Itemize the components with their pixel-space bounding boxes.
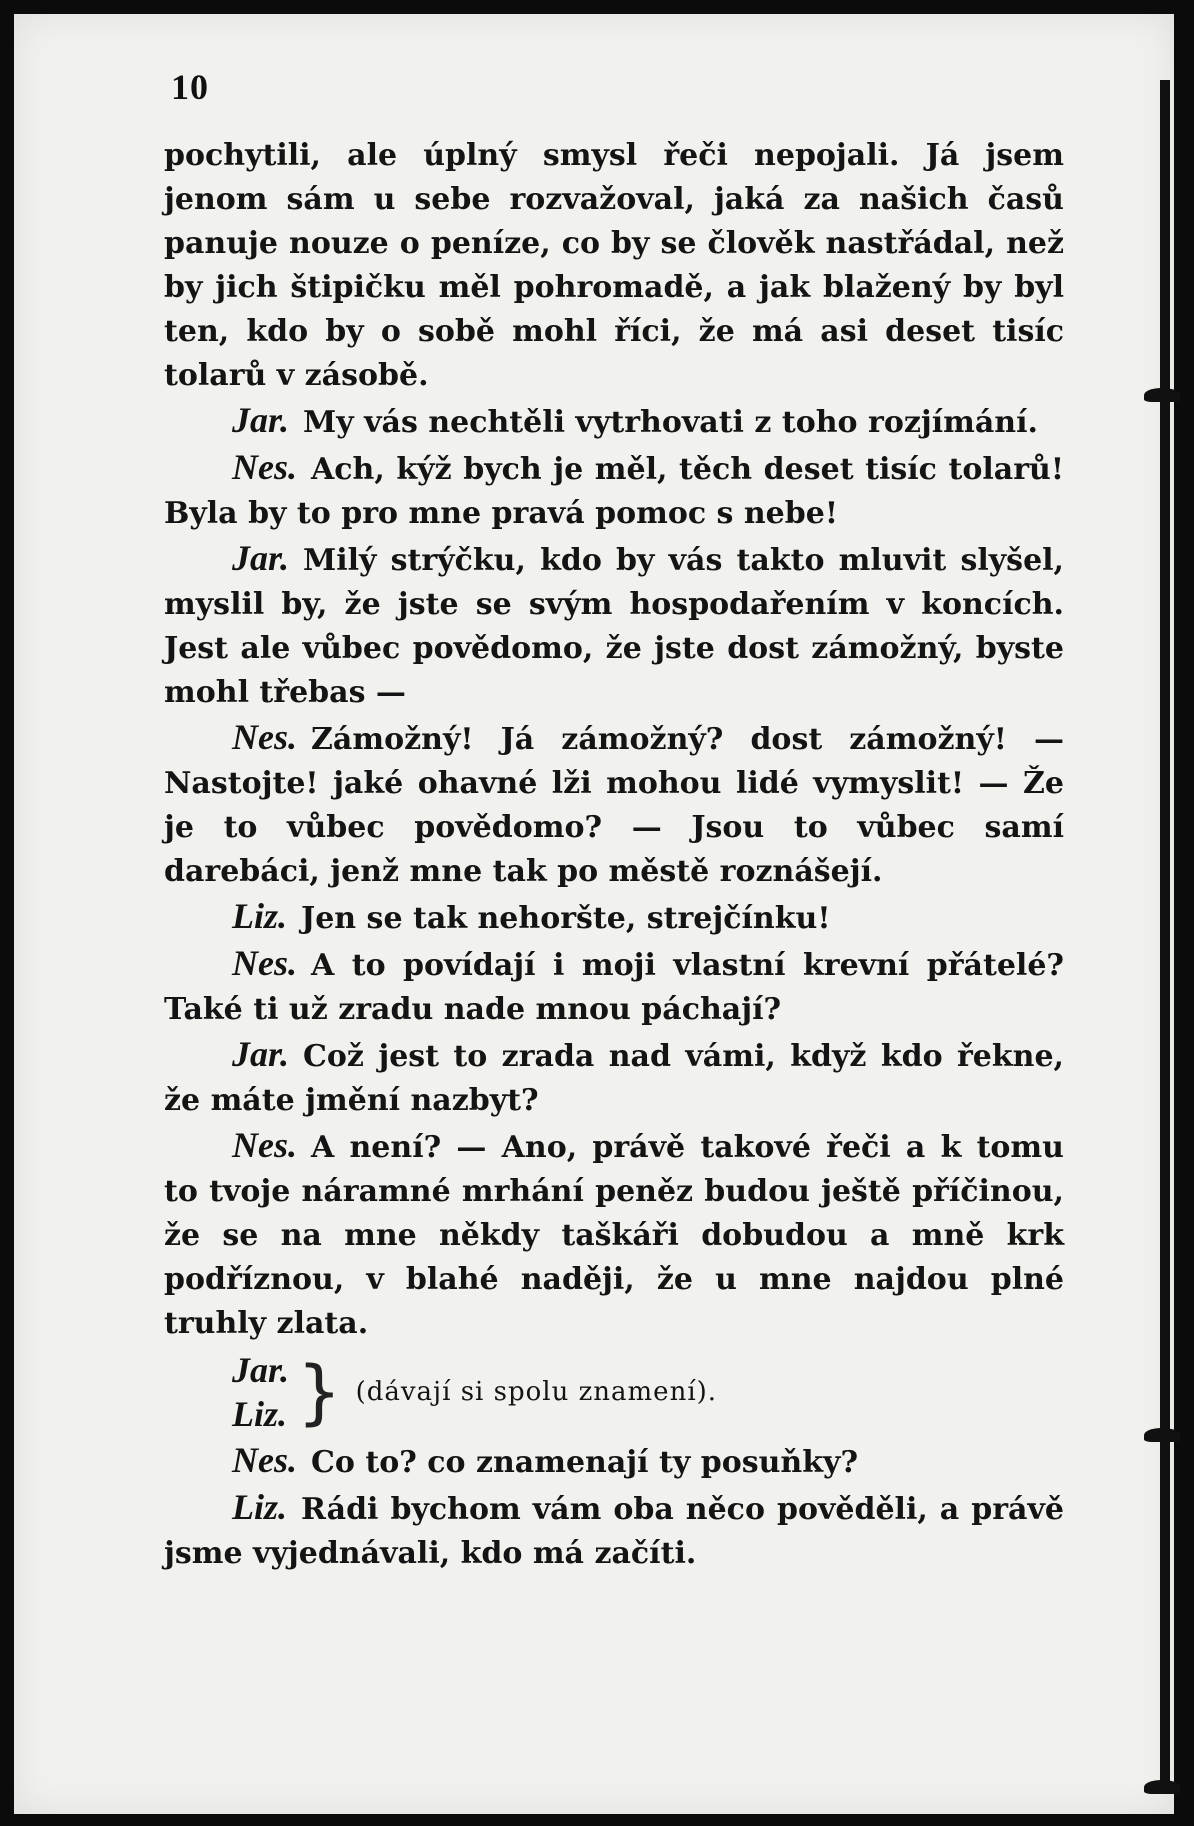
speech-liz	[164, 1485, 1064, 1576]
speech-text: Zámožný! Já zámožný? dost zámožný! — Nastojte! jaké ohavné lži mohou lidé vymyslit! — Že je to vůbec povědomo? — Jsou to vůbec samí darebáci, jenž mne tak po městě roznášejí.	[164, 722, 1064, 889]
speech-liz	[164, 894, 1064, 941]
speech-text: A není? — Ano, právě takové řeči a k tomu to tvoje náramné mrhání peněz budou ještě příčinou, že se na mne někdy taškáři dobudou a mně krk podříznou, v blahé naději, že u mne najdou plné truhly zlata.	[164, 1130, 1064, 1341]
gutter-mark	[1144, 1780, 1180, 1794]
gutter-mark	[1144, 388, 1180, 402]
speaker-name: Nes.	[232, 943, 297, 983]
speaker-name: Liz.	[232, 1394, 288, 1434]
speaker-name: Liz.	[232, 896, 288, 936]
speech-jar	[164, 536, 1064, 715]
speech-text: Jen se tak nehoršte, strejčínku!	[301, 901, 831, 936]
speech-jar	[164, 1032, 1064, 1123]
speaker-name: Jar.	[232, 538, 290, 578]
speaker-name: Nes.	[232, 1440, 297, 1480]
page-number: 10	[171, 67, 209, 107]
speech-text: Co to? co znamenají ty posuňky?	[311, 1445, 859, 1480]
speaker-name: Nes.	[232, 717, 297, 757]
speech-nes	[164, 941, 1064, 1032]
joint-speakers	[232, 1346, 1064, 1438]
brace: }	[297, 1351, 342, 1433]
gutter-mark	[1144, 1428, 1180, 1442]
page-text	[164, 134, 1064, 1576]
speech-nes	[164, 715, 1064, 894]
speech-nes	[164, 1123, 1064, 1346]
speaker-name: Nes.	[232, 1125, 297, 1165]
speech-jar	[164, 398, 1064, 445]
page-gutter-shadow	[1160, 80, 1170, 1790]
speech-text: Ach, kýž bych je měl, těch deset tisíc tolarů! Byla by to pro mne pravá pomoc s nebe!	[164, 452, 1064, 531]
speech-nes	[164, 1438, 1064, 1485]
speech-nes	[164, 445, 1064, 536]
stage-direction: (dávají si spolu znamení).	[355, 1377, 718, 1407]
speech-text: Což jest to zrada nad vámi, když kdo řekne, že máte jmění nazbyt?	[164, 1039, 1064, 1118]
paragraph-intro	[164, 134, 1064, 398]
speaker-name: Jar.	[232, 1350, 290, 1390]
joint-speaker-names	[232, 1348, 289, 1436]
paragraph-text: pochytili, ale úplný smysl řeči nepojali. Já jsem jenom sám u sebe rozvažoval, jaká za našich časů panuje nouze o peníze, co by se člověk nastřádal, než by jich štipičku měl pohromadě, a jak blažený by byl ten, kdo by o sobě mohl říci, že má asi deset tisíc tolarů v zásobě.	[164, 138, 1064, 393]
speech-text: My vás nechtěli vytrhovati z toho rozjímání.	[303, 405, 1038, 440]
speech-text: Rádi bychom vám oba něco pověděli, a právě jsme vyjednávali, kdo má začíti.	[164, 1492, 1064, 1571]
book-page	[14, 14, 1174, 1814]
speaker-name: Jar.	[232, 400, 290, 440]
speech-text: Milý strýčku, kdo by vás takto mluvit slyšel, myslil by, že jste se svým hospodařením v koncích. Jest ale vůbec povědomo, že jste dost zámožný, byste mohl třebas —	[164, 543, 1064, 710]
speaker-name: Liz.	[232, 1487, 288, 1527]
speaker-name: Nes.	[232, 447, 297, 487]
speech-text: A to povídají i moji vlastní krevní přátelé? Také ti už zradu nade mnou páchají?	[164, 948, 1064, 1027]
speaker-name: Jar.	[232, 1034, 290, 1074]
